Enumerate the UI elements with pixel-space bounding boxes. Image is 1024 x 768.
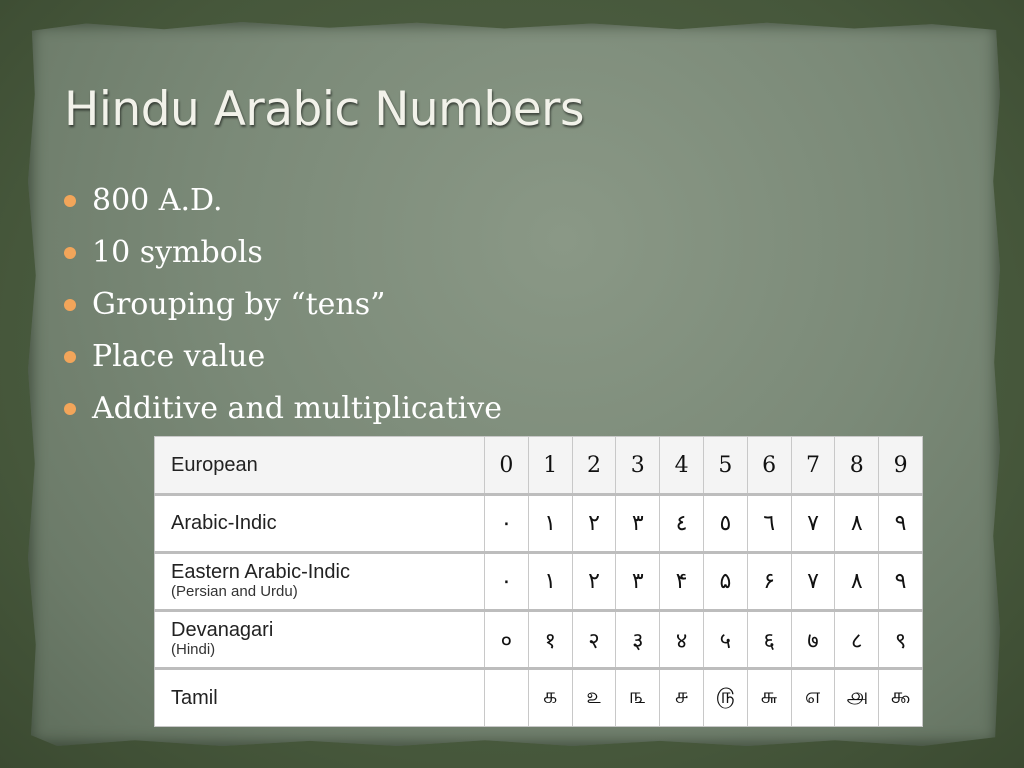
numeral-system-name: Tamil: [171, 686, 218, 709]
bullet-item: [62, 282, 502, 334]
numeral-system-name-cell: [155, 553, 485, 611]
digit-cell: ۰: [485, 553, 529, 611]
digit-cell: ௮: [835, 669, 879, 727]
digit-cell: 9: [879, 437, 923, 495]
bullet-text: Grouping by “tens”: [92, 287, 386, 322]
digit-cell: ८: [835, 611, 879, 669]
table-row: [155, 669, 923, 727]
numeral-system-name: Eastern Arabic-Indic: [171, 560, 350, 583]
digit-cell: ०: [485, 611, 529, 669]
digit-cell: ٥: [703, 495, 747, 553]
digit-cell: ४: [660, 611, 704, 669]
digit-cell: 4: [660, 437, 704, 495]
digit-cell: 8: [835, 437, 879, 495]
digit-cell: ௨: [572, 669, 616, 727]
table-row: [155, 437, 923, 495]
digit-cell: ٨: [835, 495, 879, 553]
table-row: [155, 611, 923, 669]
digit-cell: ٤: [660, 495, 704, 553]
bullet-dot-icon: [64, 299, 76, 311]
digit-cell: 5: [703, 437, 747, 495]
bullet-list: [62, 178, 502, 438]
digit-cell: ௧: [528, 669, 572, 727]
bullet-item: [62, 386, 502, 438]
digit-cell: 3: [616, 437, 660, 495]
digit-cell: ۲: [572, 553, 616, 611]
bullet-item: [62, 178, 502, 230]
table-row: [155, 495, 923, 553]
digit-cell: ۳: [616, 553, 660, 611]
digit-cell: ௪: [660, 669, 704, 727]
digit-cell: ९: [879, 611, 923, 669]
digit-cell: ٦: [747, 495, 791, 553]
digit-cell: ٠: [485, 495, 529, 553]
bullet-text: Additive and multiplicative: [92, 391, 502, 426]
digit-cell: ۱: [528, 553, 572, 611]
digit-cell: ६: [747, 611, 791, 669]
digit-cell: ٢: [572, 495, 616, 553]
bullet-item: [62, 230, 502, 282]
digit-cell: ७: [791, 611, 835, 669]
bullet-dot-icon: [64, 351, 76, 363]
digit-cell: 2: [572, 437, 616, 495]
digit-cell: ३: [616, 611, 660, 669]
numeral-table-body: [155, 437, 923, 727]
digit-cell: ١: [528, 495, 572, 553]
numeral-system-name-cell: [155, 669, 485, 727]
digit-cell: 6: [747, 437, 791, 495]
digit-cell: 0: [485, 437, 529, 495]
numeral-system-name-cell: [155, 495, 485, 553]
bullet-text: 10 symbols: [92, 235, 263, 270]
numeral-systems-table: [154, 436, 923, 727]
bullet-dot-icon: [64, 247, 76, 259]
digit-cell: ۵: [703, 553, 747, 611]
digit-cell: ௩: [616, 669, 660, 727]
digit-cell: ۶: [747, 553, 791, 611]
numeral-system-name: Arabic-Indic: [171, 512, 277, 534]
digit-cell: १: [528, 611, 572, 669]
digit-cell: ௯: [879, 669, 923, 727]
digit-cell: ٩: [879, 495, 923, 553]
digit-cell: ٧: [791, 495, 835, 553]
table-row: [155, 553, 923, 611]
digit-cell: ۹: [879, 553, 923, 611]
digit-cell: [485, 669, 529, 727]
bullet-item: [62, 334, 502, 386]
numeral-system-note: (Hindi): [171, 640, 216, 658]
digit-cell: ௫: [703, 669, 747, 727]
numeral-system-name-cell: [155, 437, 485, 495]
numeral-system-name-cell: [155, 611, 485, 669]
digit-cell: 7: [791, 437, 835, 495]
digit-cell: ٣: [616, 495, 660, 553]
digit-cell: ५: [703, 611, 747, 669]
digit-cell: ௭: [791, 669, 835, 727]
bullet-dot-icon: [64, 195, 76, 207]
digit-cell: २: [572, 611, 616, 669]
numeral-system-note: (Persian and Urdu): [171, 582, 298, 600]
digit-cell: ۷: [791, 553, 835, 611]
digit-cell: ۸: [835, 553, 879, 611]
bullet-dot-icon: [64, 403, 76, 415]
slide-title: Hindu Arabic Numbers: [64, 82, 584, 137]
numeral-system-name: Devanagari: [171, 618, 274, 641]
digit-cell: ௬: [747, 669, 791, 727]
digit-cell: 1: [528, 437, 572, 495]
digit-cell: ۴: [660, 553, 704, 611]
bullet-text: Place value: [92, 339, 266, 374]
numeral-system-name: European: [171, 453, 258, 476]
bullet-text: 800 A.D.: [92, 183, 223, 218]
